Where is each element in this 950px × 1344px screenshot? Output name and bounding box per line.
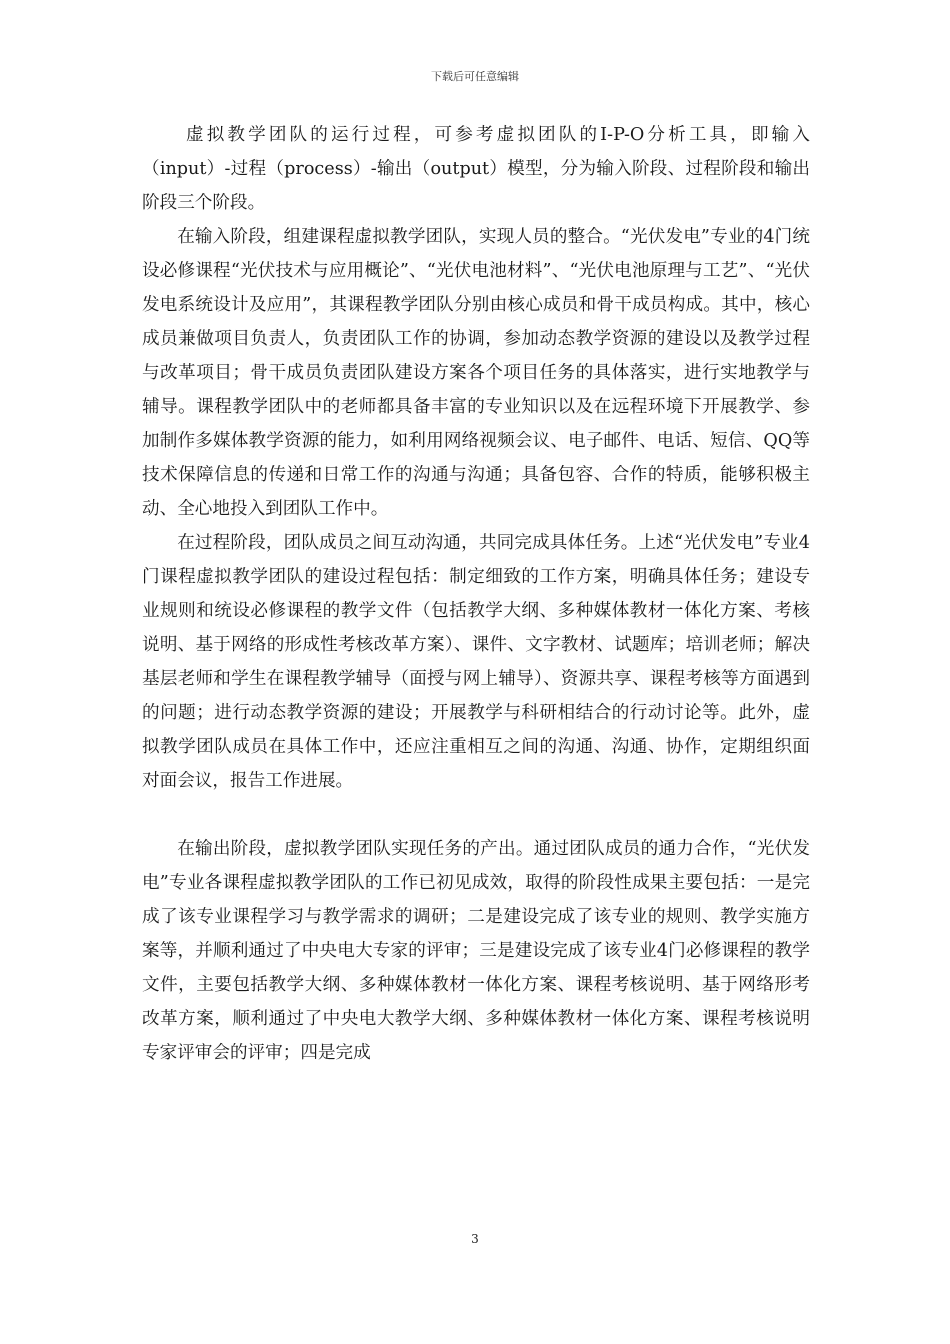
paragraph-output-stage: 在输出阶段，虚拟教学团队实现任务的产出。通过团队成员的通力合作，“光伏发电”专业各课程虚拟教学团队的工作已初见成效，取得的阶段性成果主要包括：一是完成了该专业课程学习与教学需求的调研；二是建设完成了该专业的规则、教学实施方案等，并顺利通过了中央电大专家的评审；三是建设完成了该专业4门必修课程的教学文件，主要包括教学大纲、多种媒体教材一体化方案、课程考核说明、基于网络形考改革方案，顺利通过了中央电大教学大纲、多种媒体教材一体化方案、课程考核说明专家评审会的评审；四是完成	[142, 839, 810, 1063]
paragraph-ipo-model: 虚拟教学团队的运行过程，可参考虚拟团队的I-P-O分析工具，即输入（input）-过程（process）-输出（output）模型，分为输入阶段、过程阶段和输出阶段三个阶段。	[142, 125, 810, 213]
paragraph-process-stage: 在过程阶段，团队成员之间互动沟通，共同完成具体任务。上述“光伏发电”专业4门课程虚拟教学团队的建设过程包括：制定细致的工作方案，明确具体任务；建设专业规则和统设必修课程的教学文件（包括教学大纲、多种媒体教材一体化方案、考核说明、基于网络的形成性考核改革方案）、课件、文字教材、试题库；培训老师；解决基层老师和学生在课程教学辅导（面授与网上辅导）、资源共享、课程考核等方面遇到的问题；进行动态教学资源的建设；开展教学与科研相结合的行动讨论等。此外，虚拟教学团队成员在具体工作中，还应注重相互之间的沟通、沟通、协作，定期组织面对面会议，报告工作进展。	[142, 533, 810, 791]
page-number: 3	[471, 1232, 479, 1246]
document-body	[142, 118, 810, 1070]
page-header: 下载后可任意编辑	[431, 70, 519, 83]
paragraph-input-stage: 在输入阶段，组建课程虚拟教学团队，实现人员的整合。“光伏发电”专业的4门统设必修课程“光伏技术与应用概论”、“光伏电池材料”、“光伏电池原理与工艺”、“光伏发电系统设计及应用”，其课程教学团队分别由核心成员和骨干成员构成。其中，核心成员兼做项目负责人，负责团队工作的协调，参加动态教学资源的建设以及教学过程与改革项目；骨干成员负责团队建设方案各个项目任务的具体落实，进行实地教学与辅导。课程教学团队中的老师都具备丰富的专业知识以及在远程环境下开展教学、参加制作多媒体教学资源的能力，如利用网络视频会议、电子邮件、电话、短信、QQ等技术保障信息的传递和日常工作的沟通与沟通；具备包容、合作的特质，能够积极主动、全心地投入到团队工作中。	[142, 227, 810, 519]
